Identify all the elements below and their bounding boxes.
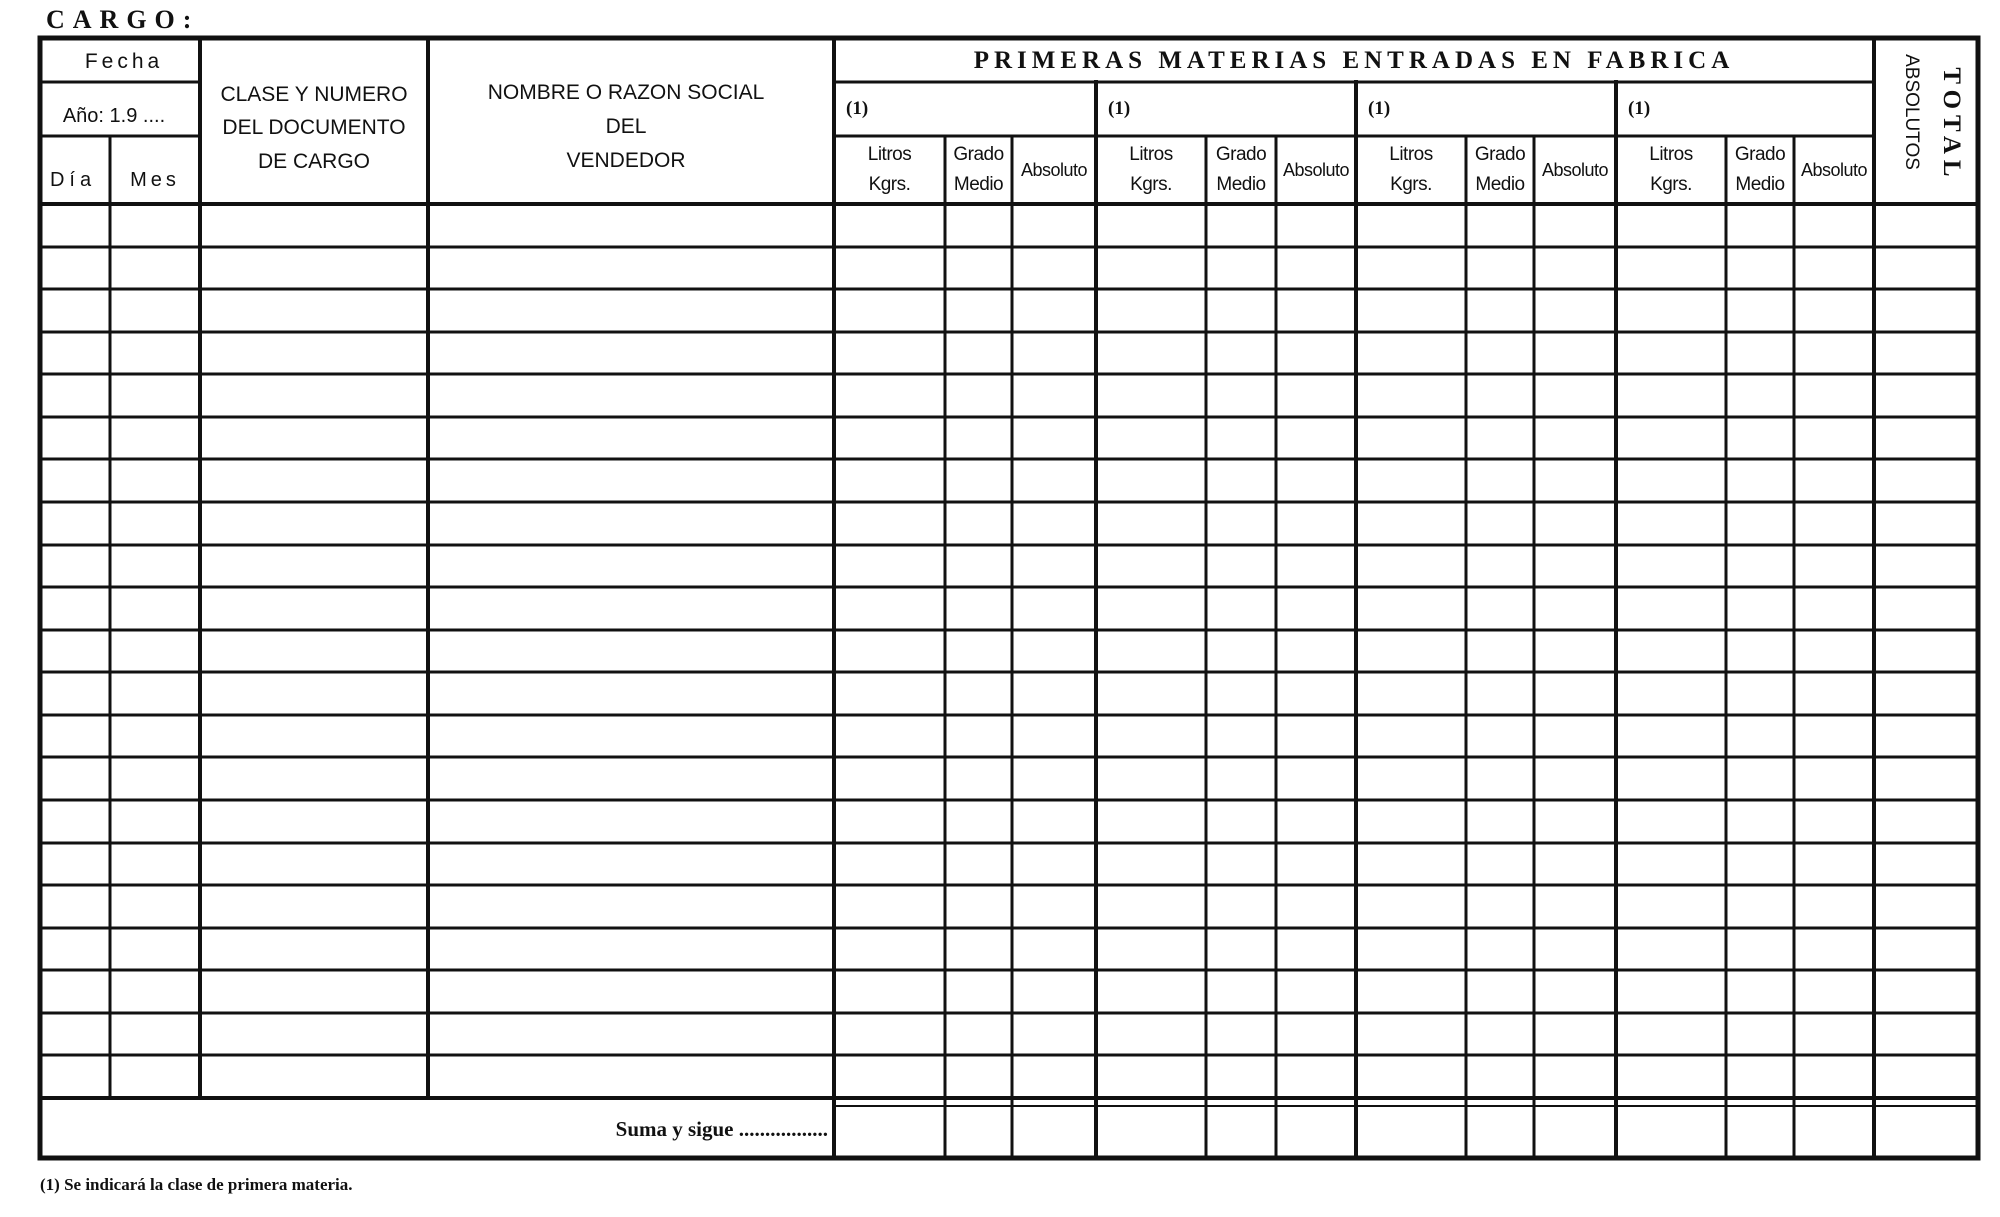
major-column-dividers [200, 40, 1874, 1158]
materia-note-ref: (1) [846, 98, 869, 119]
medio-label: Medio [1735, 174, 1785, 195]
litros-label: Litros [1649, 144, 1693, 165]
absoluto-label: Absoluto [1020, 160, 1088, 180]
medio-label: Medio [1216, 174, 1266, 195]
medio-label: Medio [953, 174, 1004, 195]
total-heading: TOTAL [1938, 67, 1965, 183]
clase-documento-heading-2: DEL DOCUMENTO [222, 116, 406, 139]
grado-label: Grado [953, 144, 1004, 165]
nombre-vendedor-heading-3: VENDEDOR [566, 149, 686, 172]
form-title: CARGO: [46, 5, 200, 34]
primeras-materias-heading: PRIMERAS MATERIAS ENTRADAS EN FABRICA [973, 47, 1735, 74]
grado-label: Grado [1734, 144, 1786, 165]
kgrs-label: Kgrs. [1650, 174, 1692, 195]
grado-label: Grado [1474, 144, 1526, 165]
mes-label: Mes [130, 169, 180, 191]
grado-label: Grado [1215, 144, 1267, 165]
litros-label: Litros [1129, 144, 1173, 165]
kgrs-label: Kgrs. [1130, 174, 1172, 195]
nombre-vendedor-heading-1: NOMBRE O RAZON SOCIAL [487, 81, 765, 104]
absolutos-heading: ABSOLUTOS [1901, 54, 1922, 170]
materia-note-ref: (1) [1628, 98, 1651, 119]
ano-label: Año: 1.9 .... [62, 105, 166, 127]
dia-label: Día [49, 169, 97, 191]
entry-row-rules [40, 247, 1978, 1055]
clase-documento-heading-1: CLASE Y NUMERO [220, 83, 408, 106]
footnote: (1) Se indicará la clase de primera materia. [40, 1175, 353, 1194]
litros-label: Litros [867, 144, 912, 165]
clase-documento-heading-3: DE CARGO [257, 150, 371, 173]
kgrs-label: Kgrs. [868, 174, 911, 195]
kgrs-label: Kgrs. [1390, 174, 1432, 195]
medio-label: Medio [1475, 174, 1525, 195]
fecha-label: Fecha [84, 50, 164, 73]
suma-y-sigue-label: Suma y sigue ................. [615, 1117, 828, 1141]
absoluto-label: Absoluto [1282, 160, 1350, 180]
absoluto-label: Absoluto [1800, 160, 1868, 180]
nombre-vendedor-heading-2: DEL [605, 115, 647, 138]
absoluto-label: Absoluto [1541, 160, 1609, 180]
litros-label: Litros [1389, 144, 1433, 165]
materia-note-ref: (1) [1368, 98, 1391, 119]
materia-note-ref: (1) [1108, 98, 1131, 119]
